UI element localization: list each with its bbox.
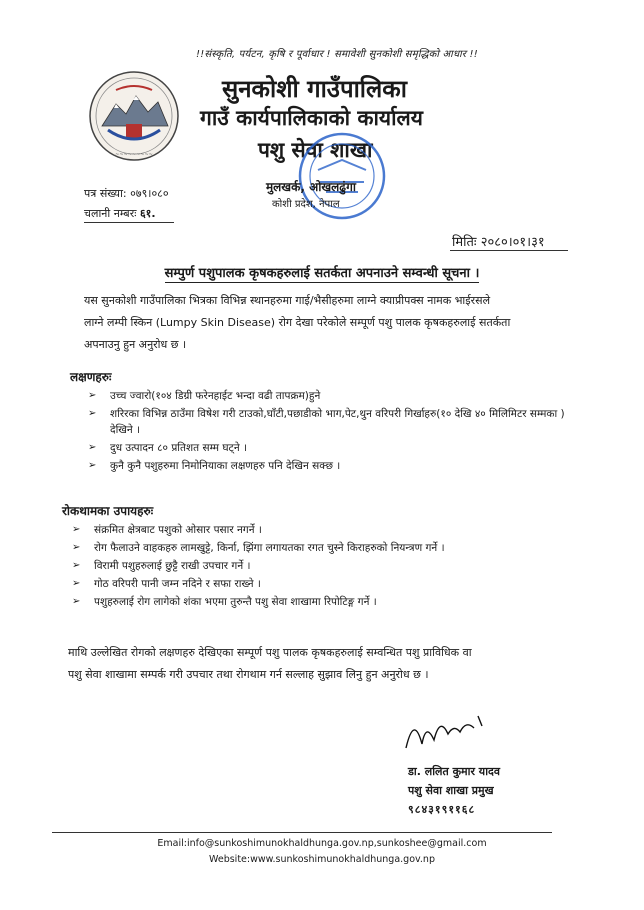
list-item: ➢ रोग फैलाउने वाहकहरु लामखुट्टे, किर्ना, झिंगा लगायतका रगत चुस्ने किराहरुको नियन्त्रण गर्ने । [72,542,445,554]
handwritten-signature [400,704,500,756]
list-item: ➢ संक्रमित क्षेत्रबाट पशुको ओसार पसार नगर्ने । [72,524,262,536]
intro-paragraph [84,290,584,356]
patra-label: पत्र संख्या: [84,187,127,200]
intro-line-3: अपनाउनु हुन अनुरोध छ । [84,338,187,351]
intro-line-1: यस सुनकोशी गाउँपालिका भित्रका विभिन्न स्थानहरुमा गाई/भैसीहरुमा लाग्ने क्याप्रीपक्स नामक भाईरसले [84,294,491,307]
address-line-1: मुलखर्क, ओखलढुंगा [266,180,356,194]
arrow-bullet-icon: ➢ [88,408,97,419]
footer-email: Email:info@sunkoshimunokhaldhunga.gov.np,sunkoshee@gmail.com [157,838,487,849]
subject-text: सम्पुर्ण पशुपालक कृषकहरुलाई सतर्कता अपनाउने सम्वन्धी सूचना । [164,266,480,281]
chalani-label: चलानी नम्बरः [84,207,137,220]
signatory-phone: ९८४३१९११६८ [408,803,476,816]
intro-line-2: लाग्ने लम्पी स्किन (Lumpy Skin Disease) रोग देखा परेकोले सम्पूर्ण पशु पालक कृषकहरुलाई सतर्कता [84,316,511,329]
motto: !!संस्कृति, पर्यटन, कृषि र पूर्वाधार ! समावेशी सुनकोशी समृद्धिको आधार !! [196,49,478,60]
branch-name: पशु सेवा शाखा [258,138,373,162]
footer-divider [52,832,552,833]
nepal-emblem-logo [86,68,182,164]
closing-line-1: माथि उल्लेखित रोगको लक्षणहरु देखिएका सम्पूर्ण पशु पालक कृषकहरुलाई सम्वन्धित पशु प्राविधिक वा [68,646,472,659]
patra-value: ०७९।०८० [130,187,169,200]
list-item: ➢ पशुहरुलाई रोग लागेको शंका भएमा तुरुन्तै पशु सेवा शाखामा रिपोटिङ्ग गर्ने । [72,596,377,608]
prevention-heading: रोकथामका उपायहरुः [62,504,154,518]
patra-sankhya [84,186,169,201]
closing-paragraph [68,642,588,686]
date-value: २०८०।०१।३१ [480,235,545,250]
subject [0,263,644,281]
arrow-bullet-icon: ➢ [72,542,81,553]
list-item: ➢ दुध उत्पादन ८० प्रतिशत सम्म घट्ने । [88,442,247,454]
arrow-bullet-icon: ➢ [72,560,81,571]
municipality-name: सुनकोशी गाउँपालिका [222,75,407,103]
arrow-bullet-icon: ➢ [72,524,81,535]
prevention-list [72,522,572,612]
signatory-name: डा. ललित कुमार यादव [408,765,500,778]
svg-text:~~~~~~~~~: ~~~~~~~~~ [115,152,153,158]
arrow-bullet-icon: ➢ [72,578,81,589]
list-item: ➢ गोठ वरिपरी पानी जम्न नदिने र सफा राख्ने । [72,578,261,590]
office-name: गाउँ कार्यपालिकाको कार्यालय [200,106,423,130]
footer-website: Website:www.sunkoshimunokhaldhunga.gov.np [209,854,435,865]
closing-line-2: पशु सेवा शाखामा सम्पर्क गरी उपचार तथा रोगथाम गर्न सल्लाह सुझाव लिनु हुन अनुरोध छ । [68,668,429,681]
header-divider-left [84,222,174,223]
arrow-bullet-icon: ➢ [88,390,97,401]
date-label: मितिः [452,235,477,250]
chalani-value: ६१. [139,207,156,220]
list-item: ➢ विरामी पशुहरुलाई छुट्टै राखी उपचार गर्ने । [72,560,251,572]
arrow-bullet-icon: ➢ [88,460,97,471]
symptoms-list [88,388,568,476]
signatory-designation: पशु सेवा शाखा प्रमुख [408,784,494,797]
address-line-2: कोशी प्रदेश, नेपाल [272,199,340,210]
chalani-number [84,206,156,221]
list-item: ➢ कुनै कुनै पशुहरुमा निमोनियाका लक्षणहरु पनि देखिन सक्छ । [88,460,341,472]
arrow-bullet-icon: ➢ [72,596,81,607]
date-underline [450,250,568,251]
date [452,232,545,250]
list-item: ➢ उच्च ज्वारो(१०४ डिग्री फरेनहाईट भन्दा वढी तापक्रम)हुने [88,390,321,402]
arrow-bullet-icon: ➢ [88,442,97,453]
list-item: ➢ शरिरका विभिन्न ठाउँमा विषेश गरी टाउको,घाँटी,पछाडीको भाग,पेट,थुन वरिपरी गिर्खाहरु(१० देखि ४० मिलिमिटर सम्मका ) देखिने । [88,408,565,436]
symptoms-heading: लक्षणहरुः [70,370,112,384]
